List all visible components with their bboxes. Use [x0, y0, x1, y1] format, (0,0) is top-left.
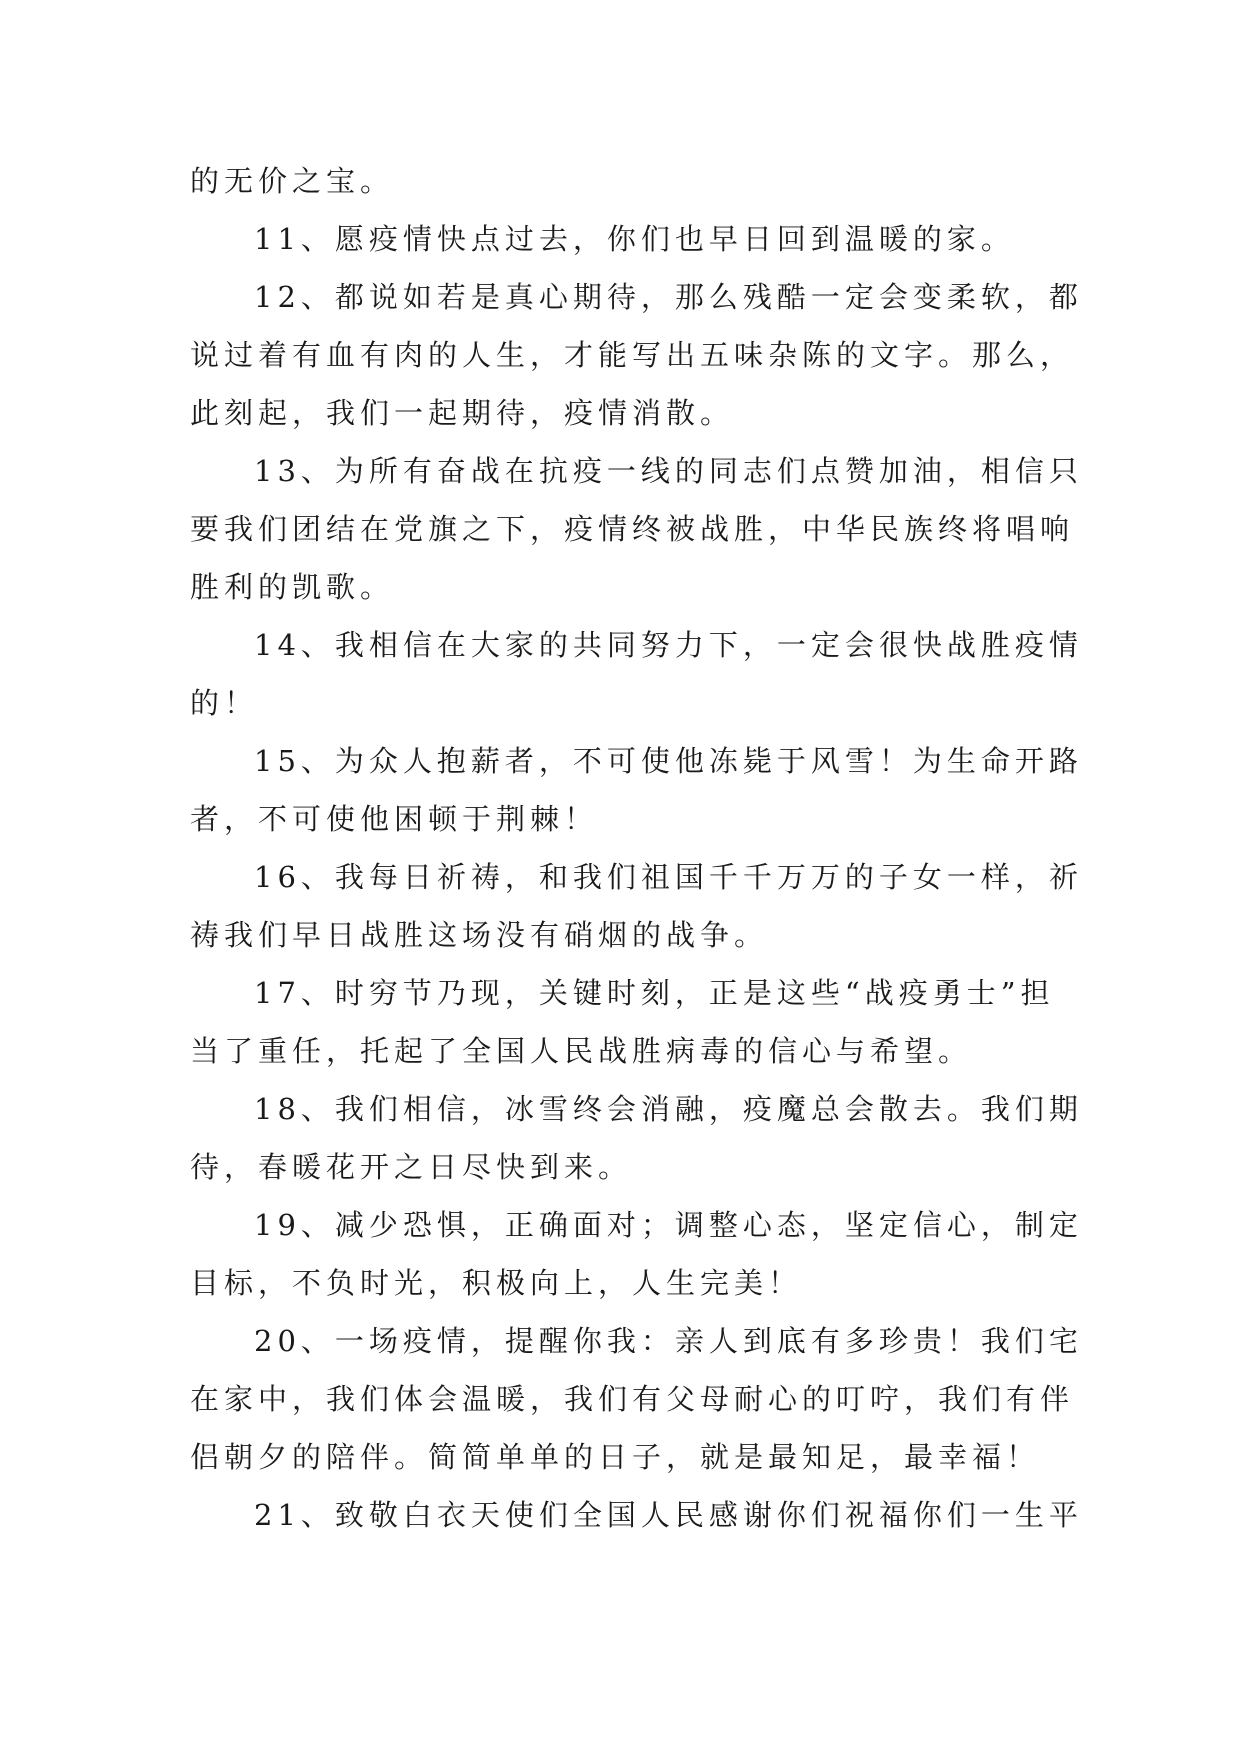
paragraph-20-line-1: 20、一场疫情，提醒你我：亲人到底有多珍贵！我们宅: [254, 1324, 1083, 1358]
paragraph-17-line-2: 当了重任，托起了全国人民战胜病毒的信心与希望。: [190, 1034, 973, 1068]
paragraph-19-line-1: 19、减少恐惧，正确面对；调整心态，坚定信心，制定: [254, 1208, 1083, 1242]
paragraph-17-line-1: 17、时穷节乃现，关键时刻，正是这些“战疫勇士”担: [254, 976, 1055, 1010]
paragraph-20-line-3: 侣朝夕的陪伴。简简单单的日子，就是最知足，最幸福！: [190, 1440, 1041, 1474]
paragraph-12-line-3: 此刻起，我们一起期待，疫情消散。: [190, 396, 735, 430]
paragraph-19-line-2: 目标，不负时光，积极向上，人生完美！: [190, 1266, 803, 1300]
paragraph-11-line-1: 11、愿疫情快点过去，你们也早日回到温暖的家。: [254, 222, 1015, 256]
paragraph-14-line-2: 的！: [190, 686, 259, 720]
paragraph-21-line-1: 21、致敬白衣天使们全国人民感谢你们祝福你们一生平: [254, 1498, 1083, 1532]
document-body: [190, 152, 1083, 1544]
paragraph-15-line-1: 15、为众人抱薪者，不可使他冻毙于风雪！为生命开路: [254, 744, 1083, 778]
paragraph-12-line-1: 12、都说如若是真心期待，那么残酷一定会变柔软，都: [254, 280, 1083, 314]
text-line: 的无价之宝。: [190, 164, 395, 198]
paragraph-18-line-2: 待，春暖花开之日尽快到来。: [190, 1150, 633, 1184]
paragraph-13-line-1: 13、为所有奋战在抗疫一线的同志们点赞加油，相信只: [254, 454, 1083, 488]
paragraph-13-line-3: 胜利的凯歌。: [190, 570, 395, 604]
paragraph-14-line-1: 14、我相信在大家的共同努力下，一定会很快战胜疫情: [254, 628, 1083, 662]
paragraph-16-line-1: 16、我每日祈祷，和我们祖国千千万万的子女一样，祈: [254, 860, 1083, 894]
paragraph-16-line-2: 祷我们早日战胜这场没有硝烟的战争。: [190, 918, 769, 952]
paragraph-18-line-1: 18、我们相信，冰雪终会消融，疫魔总会散去。我们期: [254, 1092, 1083, 1126]
paragraph-12-line-2: 说过着有血有肉的人生，才能写出五味杂陈的文字。那么，: [190, 338, 1075, 372]
paragraph-13-line-2: 要我们团结在党旗之下，疫情终被战胜，中华民族终将唱响: [190, 512, 1075, 546]
paragraph-15-line-2: 者，不可使他困顿于荆棘！: [190, 802, 599, 836]
paragraph-20-line-2: 在家中，我们体会温暖，我们有父母耐心的叮咛，我们有伴: [190, 1382, 1075, 1416]
